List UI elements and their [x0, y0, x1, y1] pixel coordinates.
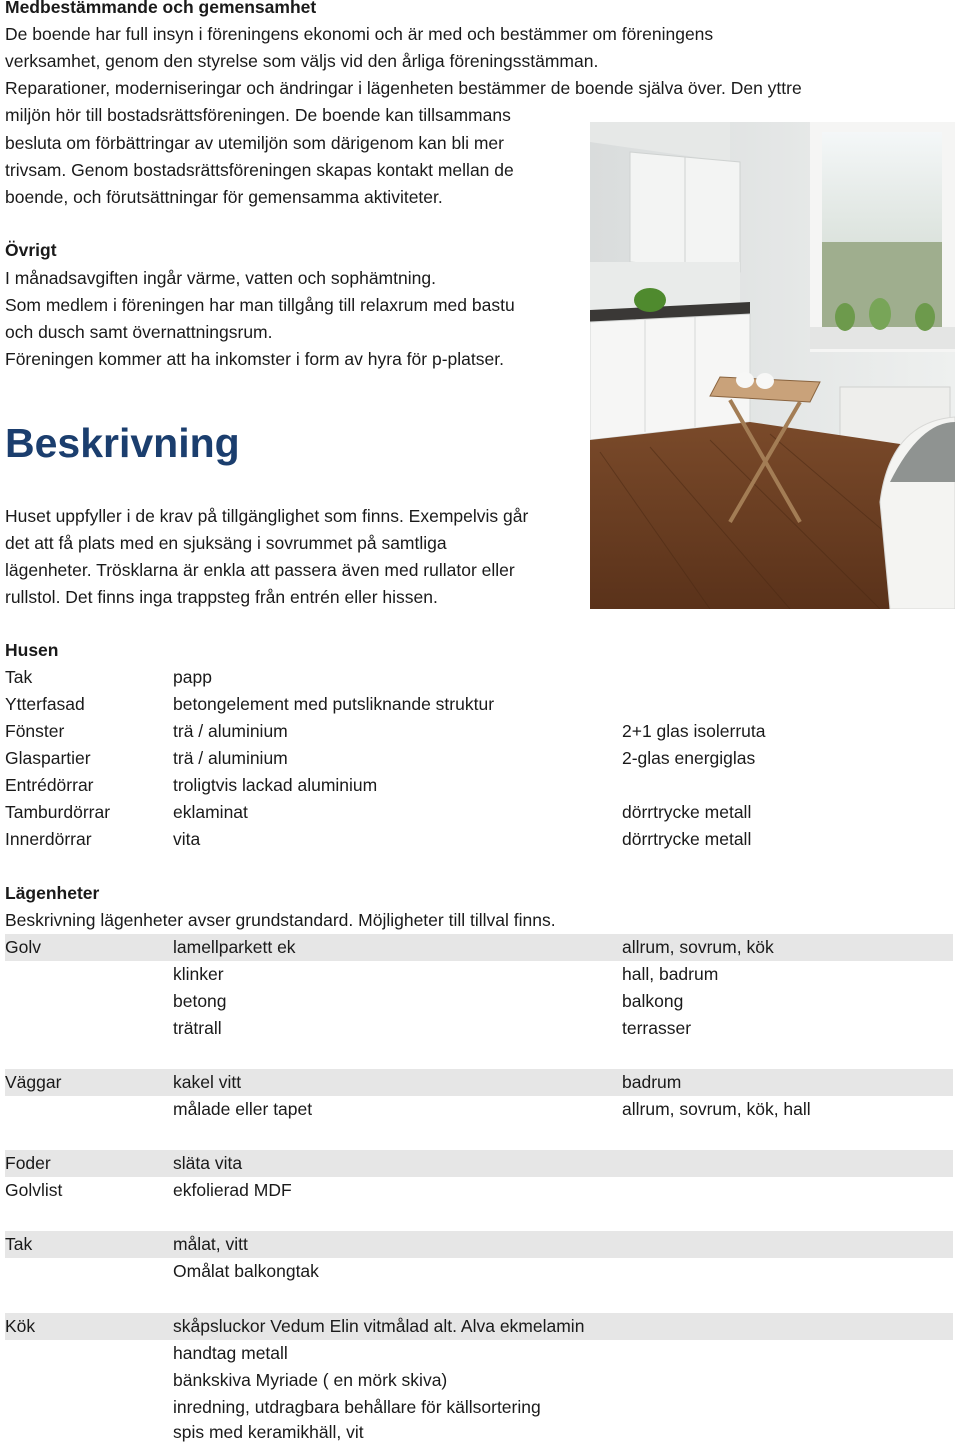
- table-row: [5, 799, 953, 826]
- cell-note: badrum: [622, 1072, 682, 1092]
- paragraph-line: trivsam. Genom bostadsrättsföreningen skapas kontakt mellan de: [5, 160, 514, 180]
- cell-note: allrum, sovrum, kök: [622, 937, 774, 957]
- cell-label: Tak: [5, 667, 33, 687]
- paragraph-line: och dusch samt övernattningsrum.: [5, 322, 273, 342]
- cell-note: terrasser: [622, 1018, 692, 1038]
- cell-value: målade eller tapet: [173, 1099, 313, 1119]
- cell-value: trä / aluminium: [173, 748, 288, 768]
- cell-value: kakel vitt: [173, 1072, 242, 1092]
- cell-note: dörrtrycke metall: [622, 829, 752, 849]
- paragraph-line: rullstol. Det finns inga trappsteg från entrén eller hissen.: [5, 587, 438, 607]
- cell-value: ekfolierad MDF: [173, 1180, 292, 1200]
- table-row: [5, 745, 953, 772]
- cell-value: Omålat balkongtak: [173, 1261, 319, 1281]
- table-row: [5, 718, 953, 745]
- table-row: [5, 1367, 953, 1394]
- table-row: [5, 1231, 953, 1258]
- cell-value: släta vita: [173, 1153, 243, 1173]
- cell-label: Entrédörrar: [5, 775, 94, 795]
- paragraph-line: Reparationer, moderniseringar och ändringar i lägenheten bestämmer de boende själva över. Den yttre: [5, 78, 802, 98]
- interior-photo: [590, 122, 955, 609]
- cell-label: Tamburdörrar: [5, 802, 111, 822]
- table-row: [5, 1313, 953, 1340]
- cell-value: trätrall: [173, 1018, 222, 1038]
- cell-note: dörrtrycke metall: [622, 802, 752, 822]
- cell-value: troligtvis lackad aluminium: [173, 775, 378, 795]
- cell-value: vita: [173, 829, 201, 849]
- paragraph-line: De boende har full insyn i föreningens ekonomi och är med och bestämmer om föreningens: [5, 24, 714, 44]
- section-heading-medbestammande: Medbestämmande och gemensamhet: [5, 0, 317, 17]
- table-row: [5, 988, 953, 1015]
- cell-value: klinker: [173, 964, 224, 984]
- cell-value: skåpsluckor Vedum Elin vitmålad alt. Alva ekmelamin: [173, 1316, 585, 1336]
- paragraph-line: verksamhet, genom den styrelse som väljs vid den årliga föreningsstämman.: [5, 51, 599, 71]
- cell-label: Fönster: [5, 721, 65, 741]
- table-row: [5, 1096, 953, 1123]
- cell-value: inredning, utdragbara behållare för källsortering: [173, 1397, 541, 1417]
- table-row: [5, 1258, 953, 1285]
- cell-value: handtag metall: [173, 1343, 288, 1363]
- cell-value: betongelement med putsliknande struktur: [173, 694, 495, 714]
- cell-label: Golv: [5, 937, 41, 957]
- section-intro: Beskrivning lägenheter avser grundstandard. Möjligheter till tillval finns.: [5, 910, 556, 930]
- table-row: [5, 772, 953, 799]
- table-row: [5, 664, 953, 691]
- table-row: [5, 1340, 953, 1367]
- paragraph-line: lägenheter. Trösklarna är enkla att passera även med rullator eller: [5, 560, 515, 580]
- section-heading-lagenheter: Lägenheter: [5, 883, 100, 903]
- table-row: [5, 1419, 953, 1446]
- cell-note: balkong: [622, 991, 684, 1011]
- cell-label: Foder: [5, 1153, 51, 1173]
- section-heading-husen: Husen: [5, 640, 59, 660]
- table-row: [5, 1069, 953, 1096]
- cell-value: betong: [173, 991, 227, 1011]
- table-row: [5, 691, 953, 718]
- table-row: [5, 826, 953, 853]
- paragraph-line: Huset uppfyller i de krav på tillgänglighet som finns. Exempelvis går: [5, 506, 529, 526]
- paragraph-line: besluta om förbättringar av utemiljön som därigenom kan bli mer: [5, 133, 504, 153]
- cell-label: Golvlist: [5, 1180, 63, 1200]
- table-row: [5, 934, 953, 961]
- cell-value: eklaminat: [173, 802, 248, 822]
- paragraph-line: Som medlem i föreningen har man tillgång till relaxrum med bastu: [5, 295, 515, 315]
- cell-value: målat, vitt: [173, 1234, 248, 1254]
- cell-value: spis med keramikhäll, vit: [173, 1422, 364, 1442]
- cell-label: Väggar: [5, 1072, 62, 1092]
- cell-label: Ytterfasad: [5, 694, 85, 714]
- cell-value: lamellparkett ek: [173, 937, 296, 957]
- table-row: [5, 1150, 953, 1177]
- paragraph-line: Föreningen kommer att ha inkomster i form av hyra för p-platser.: [5, 349, 504, 369]
- paragraph-line: det att få plats med en sjuksäng i sovrummet på samtliga: [5, 533, 447, 553]
- table-row: [5, 1177, 953, 1204]
- cell-label: Tak: [5, 1234, 33, 1254]
- paragraph-line: boende, och förutsättningar för gemensamma aktiviteter.: [5, 187, 443, 207]
- page-heading-beskrivning: Beskrivning: [5, 420, 240, 466]
- cell-value: trä / aluminium: [173, 721, 288, 741]
- cell-label: Kök: [5, 1316, 36, 1336]
- table-row: [5, 961, 953, 988]
- cell-note: 2+1 glas isolerruta: [622, 721, 766, 741]
- cell-label: Glaspartier: [5, 748, 91, 768]
- cell-value: bänkskiva Myriade ( en mörk skiva): [173, 1370, 448, 1390]
- cell-note: hall, badrum: [622, 964, 719, 984]
- cell-label: Innerdörrar: [5, 829, 92, 849]
- cell-note: allrum, sovrum, kök, hall: [622, 1099, 811, 1119]
- table-row: [5, 1394, 953, 1421]
- paragraph-line: miljön hör till bostadsrättsföreningen. De boende kan tillsammans: [5, 105, 511, 125]
- section-heading-ovrigt: Övrigt: [5, 240, 57, 260]
- paragraph-line: I månadsavgiften ingår värme, vatten och sophämtning.: [5, 268, 436, 288]
- cell-note: 2-glas energiglas: [622, 748, 756, 768]
- table-row: [5, 1015, 953, 1042]
- cell-value: papp: [173, 667, 212, 687]
